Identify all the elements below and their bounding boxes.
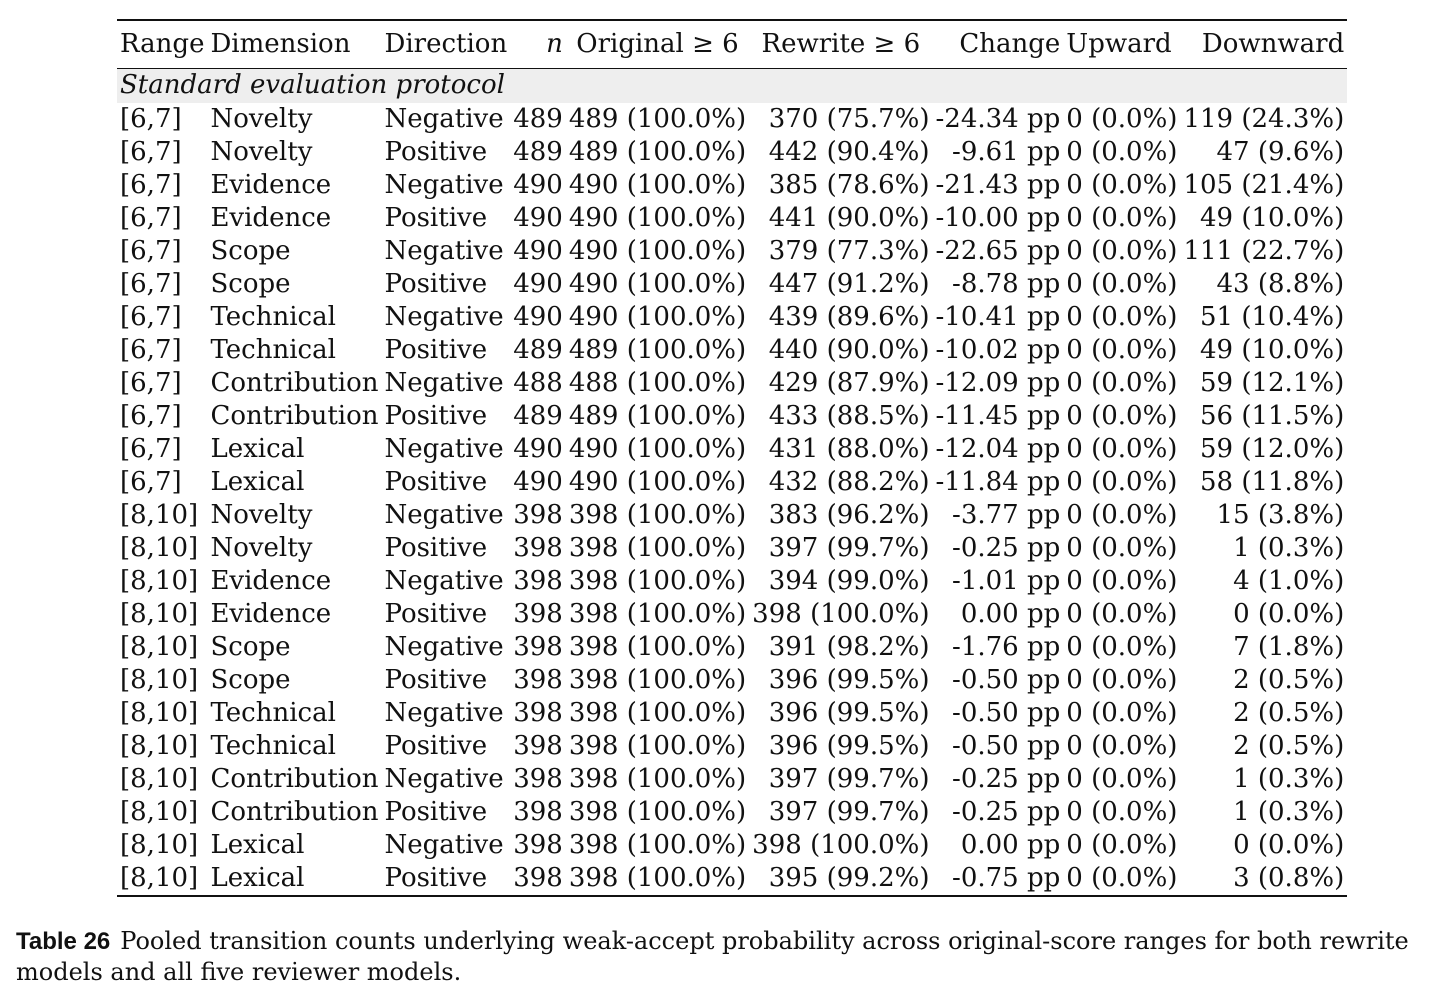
cell-original: 490 (100.0%) <box>568 202 747 233</box>
table-row <box>117 598 1347 631</box>
cell-range: [6,7] <box>120 334 182 365</box>
cell-dimension: Lexical <box>207 862 381 896</box>
cell-dimension: Technical <box>210 301 336 332</box>
cell-direction: Negative <box>384 367 504 398</box>
cell-direction: Negative <box>384 697 504 728</box>
table-row <box>117 202 1347 235</box>
cell-change: -0.25 pp <box>952 796 1061 827</box>
table-row <box>117 367 1347 400</box>
cell-n: 489 <box>513 334 563 365</box>
cell-original: 398 (100.0%) <box>568 664 747 695</box>
cell-range: [8,10] <box>120 829 199 860</box>
cell-direction: Positive <box>384 334 488 365</box>
cell-range: [8,10] <box>120 763 199 794</box>
cell-upward: 0 (0.0%) <box>1066 136 1178 167</box>
cell-rewrite: 432 (88.2%) <box>768 466 930 497</box>
cell-direction: Positive <box>384 466 488 497</box>
cell-change: -10.02 pp <box>935 334 1061 365</box>
cell-rewrite: 396 (99.5%) <box>768 697 930 728</box>
cell-original: 398 (100.0%) <box>568 532 747 563</box>
cell-upward: 0 (0.0%) <box>1066 796 1178 827</box>
table-header-row <box>117 20 1347 68</box>
cell-n: 398 <box>513 829 563 860</box>
cell-dimension: Lexical <box>210 829 305 860</box>
cell-change: -0.75 pp <box>933 862 1064 896</box>
table-row <box>117 136 1347 169</box>
cell-direction: Positive <box>384 136 488 167</box>
cell-change: -1.01 pp <box>952 565 1061 596</box>
cell-rewrite: 397 (99.7%) <box>768 763 930 794</box>
cell-upward: 0 (0.0%) <box>1066 466 1178 497</box>
cell-downward: 4 (1.0%) <box>1233 565 1345 596</box>
table-row <box>117 301 1347 334</box>
cell-downward: 59 (12.0%) <box>1199 433 1345 464</box>
cell-n: 490 <box>513 466 563 497</box>
transition-counts-table <box>117 19 1347 897</box>
cell-change: -12.09 pp <box>935 367 1061 398</box>
header-downward: Downward <box>1180 20 1347 68</box>
cell-n: 398 <box>513 664 563 695</box>
cell-downward: 51 (10.4%) <box>1199 301 1345 332</box>
table-row <box>117 532 1347 565</box>
cell-range: [6,7] <box>120 433 182 464</box>
cell-range: [8,10] <box>117 862 207 896</box>
cell-original: 398 (100.0%) <box>568 499 747 530</box>
cell-upward: 0 (0.0%) <box>1066 598 1178 629</box>
cell-dimension: Contribution <box>210 400 379 431</box>
cell-dimension: Novelty <box>210 136 313 167</box>
cell-dimension: Novelty <box>210 499 313 530</box>
cell-original: 398 (100.0%) <box>568 565 747 596</box>
cell-dimension: Lexical <box>210 433 305 464</box>
cell-dimension: Novelty <box>210 532 313 563</box>
cell-original: 398 (100.0%) <box>568 796 747 827</box>
section-label: Standard evaluation protocol <box>117 68 1347 103</box>
table-row <box>117 400 1347 433</box>
cell-rewrite: 433 (88.5%) <box>768 400 930 431</box>
cell-upward: 0 (0.0%) <box>1066 433 1178 464</box>
cell-range: [6,7] <box>120 400 182 431</box>
cell-rewrite: 440 (90.0%) <box>768 334 930 365</box>
cell-original: 398 (100.0%) <box>566 862 749 896</box>
cell-dimension: Scope <box>210 268 291 299</box>
cell-dimension: Lexical <box>210 466 305 497</box>
cell-direction: Negative <box>384 103 504 134</box>
cell-n: 398 <box>513 631 563 662</box>
cell-change: -12.04 pp <box>935 433 1061 464</box>
cell-range: [6,7] <box>120 466 182 497</box>
cell-rewrite: 383 (96.2%) <box>768 499 930 530</box>
cell-dimension: Evidence <box>210 202 332 233</box>
cell-direction: Negative <box>384 235 504 266</box>
cell-n: 489 <box>513 400 563 431</box>
cell-range: [8,10] <box>120 499 199 530</box>
cell-change: -24.34 pp <box>935 103 1061 134</box>
cell-downward: 2 (0.5%) <box>1233 730 1345 761</box>
cell-range: [6,7] <box>120 103 182 134</box>
cell-dimension: Evidence <box>210 598 332 629</box>
cell-direction: Positive <box>384 664 488 695</box>
cell-change: -21.43 pp <box>935 169 1061 200</box>
cell-upward: 0 (0.0%) <box>1066 664 1178 695</box>
header-direction: Direction <box>382 20 511 68</box>
cell-range: [6,7] <box>120 136 182 167</box>
table-row <box>117 235 1347 268</box>
cell-n: 398 <box>513 499 563 530</box>
cell-rewrite: 398 (100.0%) <box>752 598 930 629</box>
cell-dimension: Technical <box>210 334 336 365</box>
cell-direction: Negative <box>384 301 504 332</box>
table-row <box>117 796 1347 829</box>
cell-change: -22.65 pp <box>935 235 1061 266</box>
cell-downward: 3 (0.8%) <box>1180 862 1347 896</box>
cell-dimension: Scope <box>210 631 291 662</box>
cell-dimension: Scope <box>210 664 291 695</box>
cell-rewrite: 429 (87.9%) <box>768 367 930 398</box>
cell-upward: 0 (0.0%) <box>1066 235 1178 266</box>
header-original: Original ≥ 6 <box>566 20 749 68</box>
cell-range: [8,10] <box>120 532 199 563</box>
cell-change: -1.76 pp <box>952 631 1061 662</box>
cell-range: [6,7] <box>120 268 182 299</box>
cell-n: 398 <box>513 730 563 761</box>
cell-change: -0.25 pp <box>952 763 1061 794</box>
cell-original: 398 (100.0%) <box>568 697 747 728</box>
cell-dimension: Technical <box>210 697 336 728</box>
cell-downward: 119 (24.3%) <box>1183 103 1345 134</box>
cell-downward: 59 (12.1%) <box>1199 367 1345 398</box>
cell-original: 398 (100.0%) <box>568 763 747 794</box>
table-row <box>117 862 1347 896</box>
cell-direction: Positive <box>384 796 488 827</box>
cell-rewrite: 385 (78.6%) <box>768 169 930 200</box>
cell-rewrite: 439 (89.6%) <box>768 301 930 332</box>
cell-upward: 0 (0.0%) <box>1063 862 1180 896</box>
cell-rewrite: 431 (88.0%) <box>768 433 930 464</box>
cell-direction: Negative <box>384 763 504 794</box>
cell-n: 398 <box>510 862 566 896</box>
cell-n: 489 <box>513 103 563 134</box>
cell-downward: 1 (0.3%) <box>1233 532 1345 563</box>
cell-upward: 0 (0.0%) <box>1066 301 1178 332</box>
cell-direction: Positive <box>384 268 488 299</box>
table-row <box>117 664 1347 697</box>
cell-direction: Positive <box>384 532 488 563</box>
cell-direction: Negative <box>384 631 504 662</box>
cell-n: 398 <box>513 598 563 629</box>
cell-rewrite: 394 (99.0%) <box>768 565 930 596</box>
cell-downward: 1 (0.3%) <box>1233 796 1345 827</box>
cell-range: [8,10] <box>120 664 199 695</box>
cell-original: 490 (100.0%) <box>568 268 747 299</box>
cell-original: 490 (100.0%) <box>568 235 747 266</box>
cell-dimension: Evidence <box>210 169 332 200</box>
cell-rewrite: 370 (75.7%) <box>768 103 930 134</box>
cell-rewrite: 447 (91.2%) <box>768 268 930 299</box>
cell-downward: 43 (8.8%) <box>1216 268 1345 299</box>
cell-n: 398 <box>513 763 563 794</box>
cell-change: -9.61 pp <box>952 136 1061 167</box>
cell-downward: 15 (3.8%) <box>1216 499 1345 530</box>
cell-direction: Positive <box>382 862 511 896</box>
cell-original: 490 (100.0%) <box>568 433 747 464</box>
cell-downward: 58 (11.8%) <box>1199 466 1345 497</box>
cell-downward: 1 (0.3%) <box>1233 763 1345 794</box>
cell-rewrite: 397 (99.7%) <box>768 796 930 827</box>
cell-dimension: Contribution <box>210 367 379 398</box>
cell-range: [6,7] <box>120 235 182 266</box>
cell-n: 490 <box>513 433 563 464</box>
header-change: Change <box>933 20 1064 68</box>
section-row <box>117 68 1347 103</box>
cell-upward: 0 (0.0%) <box>1066 400 1178 431</box>
cell-dimension: Technical <box>210 730 336 761</box>
cell-direction: Positive <box>384 598 488 629</box>
cell-dimension: Contribution <box>210 796 379 827</box>
table-row <box>117 829 1347 862</box>
cell-range: [6,7] <box>120 301 182 332</box>
cell-direction: Negative <box>384 169 504 200</box>
table-row <box>117 697 1347 730</box>
cell-rewrite: 442 (90.4%) <box>768 136 930 167</box>
table-row <box>117 103 1347 136</box>
cell-downward: 105 (21.4%) <box>1183 169 1345 200</box>
cell-direction: Positive <box>384 400 488 431</box>
cell-downward: 0 (0.0%) <box>1233 598 1345 629</box>
table-row <box>117 499 1347 532</box>
cell-change: -11.45 pp <box>935 400 1061 431</box>
cell-original: 398 (100.0%) <box>568 829 747 860</box>
cell-n: 398 <box>513 697 563 728</box>
table-row <box>117 334 1347 367</box>
cell-downward: 56 (11.5%) <box>1199 400 1345 431</box>
cell-range: [8,10] <box>120 631 199 662</box>
cell-direction: Positive <box>384 730 488 761</box>
cell-rewrite: 379 (77.3%) <box>768 235 930 266</box>
cell-change: -10.41 pp <box>935 301 1061 332</box>
cell-dimension: Novelty <box>210 103 313 134</box>
cell-original: 488 (100.0%) <box>568 367 747 398</box>
cell-upward: 0 (0.0%) <box>1066 202 1178 233</box>
cell-n: 490 <box>513 202 563 233</box>
table-row <box>117 631 1347 664</box>
cell-dimension: Evidence <box>210 565 332 596</box>
cell-n: 398 <box>513 796 563 827</box>
caption-label: Table 26 <box>16 928 111 955</box>
cell-original: 489 (100.0%) <box>568 400 747 431</box>
cell-range: [6,7] <box>120 202 182 233</box>
cell-original: 398 (100.0%) <box>568 598 747 629</box>
cell-range: [8,10] <box>120 565 199 596</box>
cell-change: 0.00 pp <box>960 598 1061 629</box>
header-n: n <box>510 20 566 68</box>
cell-change: -0.25 pp <box>952 532 1061 563</box>
table-row <box>117 169 1347 202</box>
cell-rewrite: 395 (99.2%) <box>749 862 932 896</box>
cell-direction: Positive <box>384 202 488 233</box>
cell-rewrite: 396 (99.5%) <box>768 664 930 695</box>
cell-downward: 49 (10.0%) <box>1199 202 1345 233</box>
cell-original: 489 (100.0%) <box>568 334 747 365</box>
cell-n: 398 <box>513 532 563 563</box>
cell-upward: 0 (0.0%) <box>1066 169 1178 200</box>
cell-change: -3.77 pp <box>952 499 1061 530</box>
cell-n: 490 <box>513 169 563 200</box>
cell-change: -10.00 pp <box>935 202 1061 233</box>
cell-upward: 0 (0.0%) <box>1066 697 1178 728</box>
cell-original: 490 (100.0%) <box>568 466 747 497</box>
cell-rewrite: 391 (98.2%) <box>768 631 930 662</box>
cell-rewrite: 441 (90.0%) <box>768 202 930 233</box>
cell-downward: 7 (1.8%) <box>1233 631 1345 662</box>
cell-rewrite: 398 (100.0%) <box>752 829 930 860</box>
cell-n: 398 <box>513 565 563 596</box>
cell-n: 489 <box>513 136 563 167</box>
table-row <box>117 268 1347 301</box>
cell-upward: 0 (0.0%) <box>1066 499 1178 530</box>
header-rewrite: Rewrite ≥ 6 <box>749 20 932 68</box>
table-row <box>117 763 1347 796</box>
cell-change: 0.00 pp <box>960 829 1061 860</box>
cell-upward: 0 (0.0%) <box>1066 730 1178 761</box>
cell-range: [8,10] <box>120 697 199 728</box>
cell-upward: 0 (0.0%) <box>1066 763 1178 794</box>
cell-upward: 0 (0.0%) <box>1066 565 1178 596</box>
table-caption <box>16 926 1428 988</box>
cell-range: [8,10] <box>120 730 199 761</box>
cell-original: 490 (100.0%) <box>568 301 747 332</box>
cell-upward: 0 (0.0%) <box>1066 829 1178 860</box>
cell-original: 398 (100.0%) <box>568 730 747 761</box>
table-body <box>117 68 1347 896</box>
header-upward: Upward <box>1063 20 1180 68</box>
cell-direction: Negative <box>384 433 504 464</box>
cell-range: [8,10] <box>120 598 199 629</box>
results-table-container <box>117 19 1345 897</box>
cell-downward: 111 (22.7%) <box>1183 235 1345 266</box>
table-row <box>117 433 1347 466</box>
header-range: Range <box>117 20 207 68</box>
cell-dimension: Contribution <box>210 763 379 794</box>
cell-downward: 0 (0.0%) <box>1233 829 1345 860</box>
cell-range: [6,7] <box>120 169 182 200</box>
cell-change: -0.50 pp <box>952 664 1061 695</box>
cell-upward: 0 (0.0%) <box>1066 367 1178 398</box>
cell-upward: 0 (0.0%) <box>1066 103 1178 134</box>
cell-rewrite: 397 (99.7%) <box>768 532 930 563</box>
cell-downward: 2 (0.5%) <box>1233 697 1345 728</box>
cell-downward: 49 (10.0%) <box>1199 334 1345 365</box>
table-row <box>117 730 1347 763</box>
cell-change: -8.78 pp <box>952 268 1061 299</box>
cell-upward: 0 (0.0%) <box>1066 334 1178 365</box>
cell-n: 490 <box>513 301 563 332</box>
cell-original: 490 (100.0%) <box>568 169 747 200</box>
cell-change: -0.50 pp <box>952 697 1061 728</box>
cell-upward: 0 (0.0%) <box>1066 268 1178 299</box>
cell-original: 398 (100.0%) <box>568 631 747 662</box>
cell-dimension: Scope <box>210 235 291 266</box>
cell-downward: 2 (0.5%) <box>1233 664 1345 695</box>
cell-change: -0.50 pp <box>952 730 1061 761</box>
caption-text: Pooled transition counts underlying weak-accept probability across original-score ranges for both rewrite models and all five reviewer models. <box>16 927 1409 986</box>
table-row <box>117 565 1347 598</box>
cell-upward: 0 (0.0%) <box>1066 532 1178 563</box>
cell-range: [6,7] <box>120 367 182 398</box>
cell-downward: 47 (9.6%) <box>1216 136 1345 167</box>
cell-direction: Negative <box>384 829 504 860</box>
cell-original: 489 (100.0%) <box>568 136 747 167</box>
cell-rewrite: 396 (99.5%) <box>768 730 930 761</box>
cell-n: 488 <box>513 367 563 398</box>
cell-direction: Negative <box>384 565 504 596</box>
header-dimension: Dimension <box>207 20 381 68</box>
cell-n: 490 <box>513 235 563 266</box>
cell-range: [8,10] <box>120 796 199 827</box>
cell-change: -11.84 pp <box>935 466 1061 497</box>
cell-original: 489 (100.0%) <box>568 103 747 134</box>
table-row <box>117 466 1347 499</box>
cell-upward: 0 (0.0%) <box>1066 631 1178 662</box>
cell-n: 490 <box>513 268 563 299</box>
cell-direction: Negative <box>384 499 504 530</box>
